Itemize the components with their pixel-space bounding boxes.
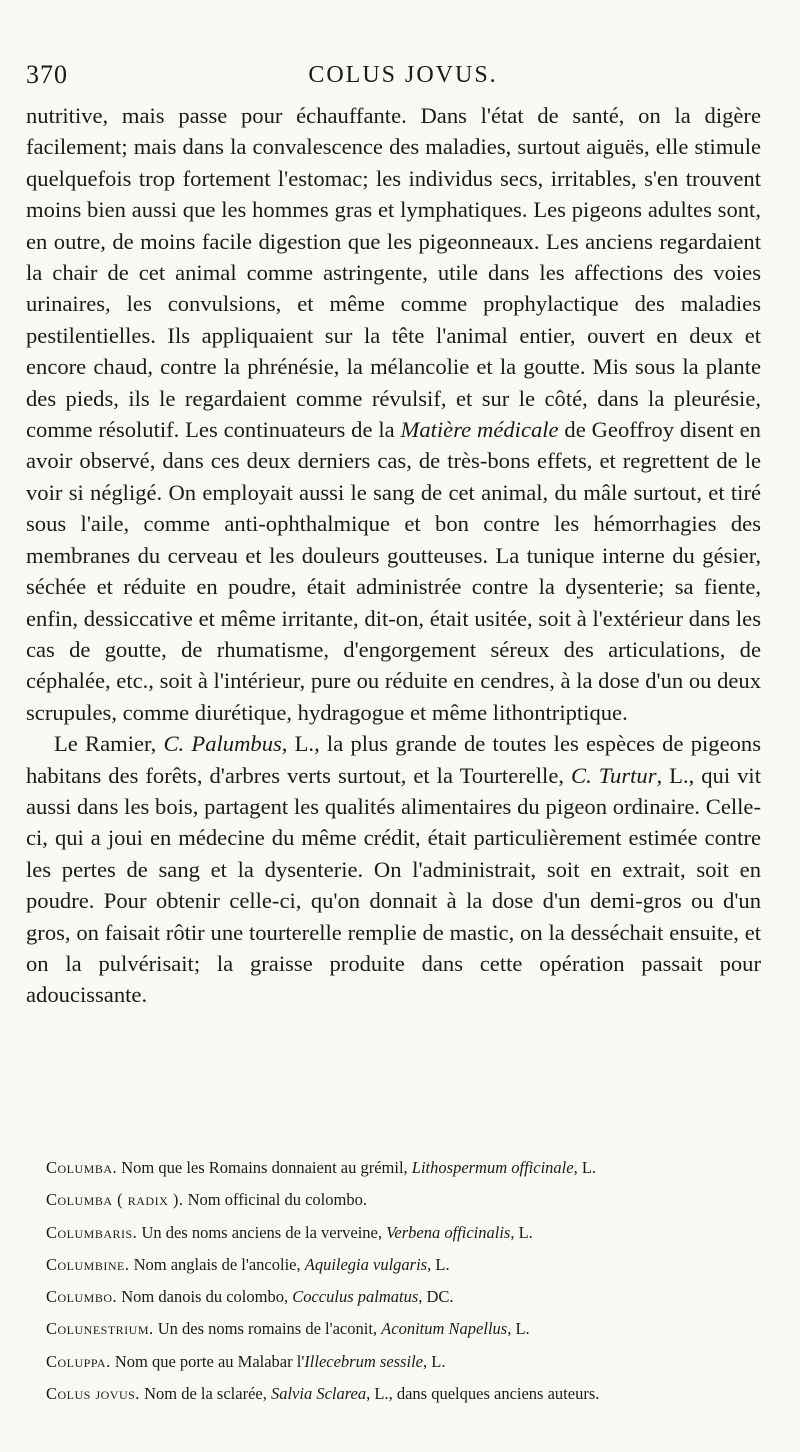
dictionary-entry <box>46 1217 766 1249</box>
entry-text: Nom que les Romains donnaient au grémil, <box>117 1158 412 1177</box>
page-header <box>26 60 780 100</box>
text-run: de Geoffroy disent en avoir observé, dans ces deux derniers cas, de très-bons effets, et regrettent de le voir si négligé. On employait aussi le sang de cet animal, du mâle surtout, et tiré sous l'aile, comme anti-ophthalmique et bon contre les hémorrhagies des membranes du cerveau et les douleurs goutteuses. La tunique interne du gésier, séchée et réduite en poudre, était administrée contre la dysenterie; sa fiente, enfin, dessiccative et même irritante, dit-on, était usitée, soit à l'extérieur dans les cas de goutte, de rhumatisme, d'engorgement séreux des articulations, de céphalée, etc., soit à l'intérieur, pure ou réduite en cendres, à la dose d'un ou deux scrupules, comme diurétique, hydragogue et même lithontriptique. <box>26 417 761 725</box>
entry-term: Columbo. <box>46 1287 118 1307</box>
text-run: nutritive, mais passe pour échauffante. Dans l'état de santé, on la digère facilement; mais dans la convalescence des maladies, surtout aiguës, elle stimule quelquefois trop fortement l'estomac; les individus secs, irritables, s'en trouvent moins bien aussi que les hommes gras et lymphatiques. Les pigeons adultes sont, en outre, de moins facile digestion que les pigeonneaux. Les anciens regardaient la chair de cet animal comme astringente, utile dans les affections des voies urinaires, les convulsions, et même comme prophylactique des maladies pestilentielles. Ils appliquaient sur la tête l'animal entier, ouvert en deux et encore chaud, contre la phrénésie, la mélancolie et la goutte. Mis sous la plante des pieds, ils le regardaient comme révulsif, et sur le côté, dans la pleurésie, comme résolutif. Les continuateurs de la <box>26 103 761 443</box>
paragraph <box>26 100 761 728</box>
entry-suffix: , L., dans quelques anciens auteurs. <box>366 1384 600 1404</box>
text-run: Le Ramier, <box>54 731 164 757</box>
latin-name: Cocculus palmatus <box>292 1287 419 1307</box>
entry-text: Nom anglais de l'ancolie, <box>129 1254 305 1274</box>
text-run: , L., qui vit aussi dans les bois, partagent les qualités alimentaires du pigeon ordinaire. Celle-ci, qui a joui en médecine du même crédit, était particulièrement estimée contre les pertes de sang et la dysenterie. On l'administrait, soit en extrait, soit en poudre. Pour obtenir celle-ci, qu'on donnait à la dose d'un demi-gros ou d'un gros, on faisait rôtir une tourterelle remplie de mastic, on la desséchait ensuite, et on la pulvérisait; la graisse produite dans cette opération passait pour adoucissante. <box>26 762 761 1008</box>
entry-suffix: , L. <box>422 1351 446 1371</box>
latin-name: Aconitum Napellus <box>381 1319 508 1339</box>
latin-name: Salvia Sclarea <box>270 1384 367 1404</box>
latin-name: Verbena officinalis <box>386 1222 511 1242</box>
latin-name: Aquilegia vulgaris <box>304 1254 428 1274</box>
entry-text: Nom officinal du colombo. <box>183 1190 367 1210</box>
entry-text: Un des noms anciens de la verveine, <box>137 1222 387 1242</box>
entry-term: Columbine. <box>46 1254 130 1274</box>
entry-suffix: , L. <box>573 1158 597 1177</box>
entry-suffix: , L. <box>510 1222 533 1242</box>
latin-name: Lithospermum officinale <box>411 1158 574 1177</box>
entry-suffix: , L. <box>507 1319 530 1339</box>
entry-term: Colus jovus. <box>46 1384 140 1404</box>
dictionary-entries <box>46 1152 766 1410</box>
entry-term: Colunestrium. <box>46 1319 154 1339</box>
entry-term: Columba ( radix ). <box>46 1190 184 1210</box>
entry-term: Columbaris. <box>46 1222 138 1242</box>
main-text <box>26 100 761 1011</box>
entry-suffix: , L. <box>427 1254 450 1274</box>
dictionary-entry <box>46 1249 766 1281</box>
dictionary-entry <box>46 1378 766 1410</box>
entry-text: Un des noms romains de l'aconit, <box>153 1319 382 1339</box>
dictionary-entry <box>46 1184 766 1216</box>
dictionary-entry <box>46 1152 766 1184</box>
entry-text: Nom de la sclarée, <box>139 1384 271 1404</box>
species-name: C. Turtur <box>571 762 657 788</box>
dictionary-entry <box>46 1346 766 1378</box>
entry-term: Columba. <box>46 1158 118 1177</box>
text-run: , L., la plus grande de toutes les espèces de pigeons habitans des forêts, d'arbres verts surtout, et la Tourterelle, <box>26 731 761 788</box>
paragraph <box>26 728 761 1011</box>
dictionary-entry <box>46 1281 766 1313</box>
dictionary-entry <box>46 1313 766 1345</box>
latin-name: Illecebrum sessile <box>304 1351 423 1371</box>
entry-text: Nom danois du colombo, <box>117 1287 293 1307</box>
entry-term: Coluppa. <box>46 1351 111 1371</box>
species-name: C. Palumbus <box>163 731 282 757</box>
running-title: COLUS JOVUS. <box>308 62 498 88</box>
page-number: 370 <box>26 60 68 89</box>
entry-suffix: , DC. <box>418 1287 454 1307</box>
entry-text: Nom que porte au Malabar l' <box>110 1351 305 1371</box>
italic-title: Matière médicale <box>400 417 559 443</box>
